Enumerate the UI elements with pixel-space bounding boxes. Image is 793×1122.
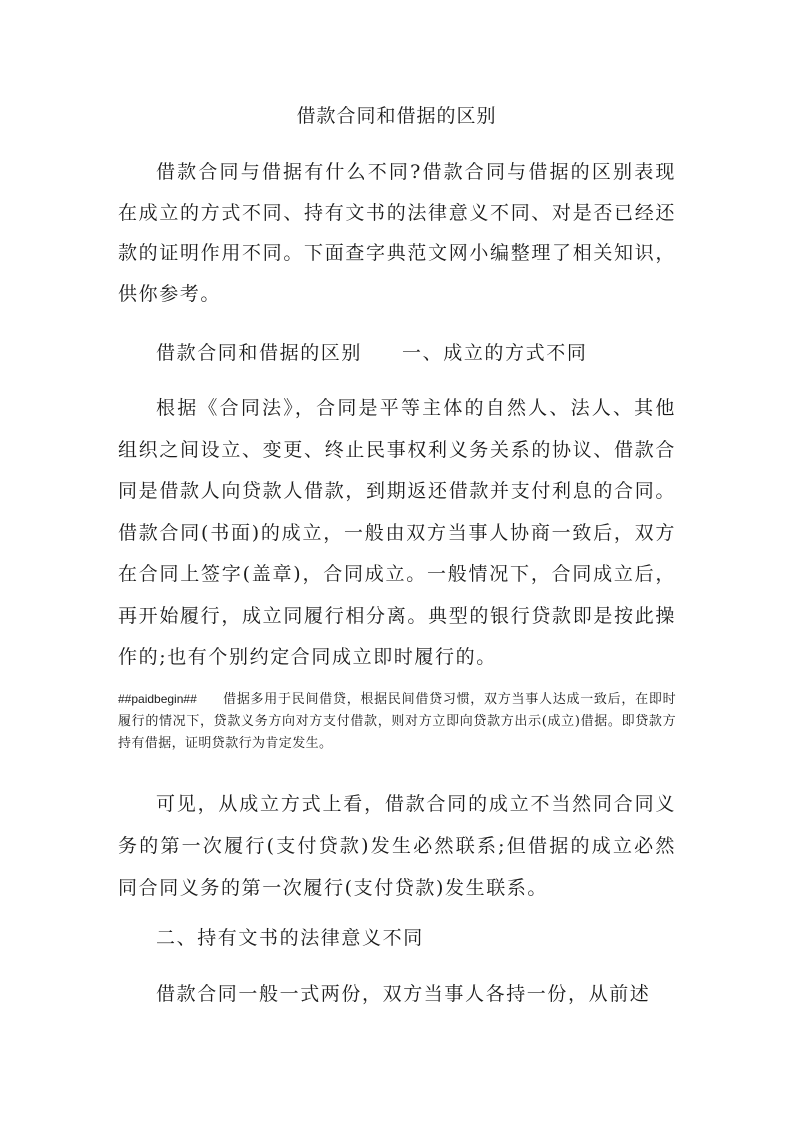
paid-text: 借据多用于民间借贷，根据民间借贷习惯，双方当事人达成一致后，在即时履行的情况下，贷款义务方向对方支付借款，则对方立即向贷款方出示(成立)借据。即贷款方持有借据，证明贷款行为肯定发生。 <box>118 692 676 751</box>
section2-body-paragraph: 借款合同一般一式两份，双方当事人各持一份，从前述 <box>156 983 651 1005</box>
paid-begin-marker: ##paidbegin## <box>118 692 197 706</box>
section1-conclusion-paragraph: 可见，从成立方式上看，借款合同的成立不当然同合同义务的第一次履行(支付贷款)发生必然联系;但借据的成立必然同合同义务的第一次履行(支付贷款)发生联系。 <box>118 793 676 899</box>
section1-heading: 一、成立的方式不同 <box>402 342 588 364</box>
paid-content-paragraph <box>118 688 676 755</box>
section1-prefix: 借款合同和借据的区别 <box>156 342 363 364</box>
section2-heading: 二、持有文书的法律意义不同 <box>156 927 424 949</box>
section1-heading-line <box>118 338 714 368</box>
intro-paragraph: 借款合同与借据有什么不同?借款合同与借据的区别表现在成立的方式不同、持有文书的法律意义不同、对是否已经还款的证明作用不同。下面查字典范文网小编整理了相关知识，供你参考。 <box>118 161 676 305</box>
document-title: 借款合同和借据的区别 <box>296 105 497 127</box>
section1-body-paragraph: 根据《合同法》，合同是平等主体的自然人、法人、其他组织之间设立、变更、终止民事权利义务关系的协议、借款合同是借款人向贷款人借款，到期返还借款并支付利息的合同。借款合同(书面)的成立，一般由双方当事人协商一致后，双方在合同上签字(盖章)，合同成立。一般情况下，合同成立后，再开始履行，成立同履行相分离。典型的银行贷款即是按此操作的;也有个别约定合同成立即时履行的。 <box>118 397 676 668</box>
